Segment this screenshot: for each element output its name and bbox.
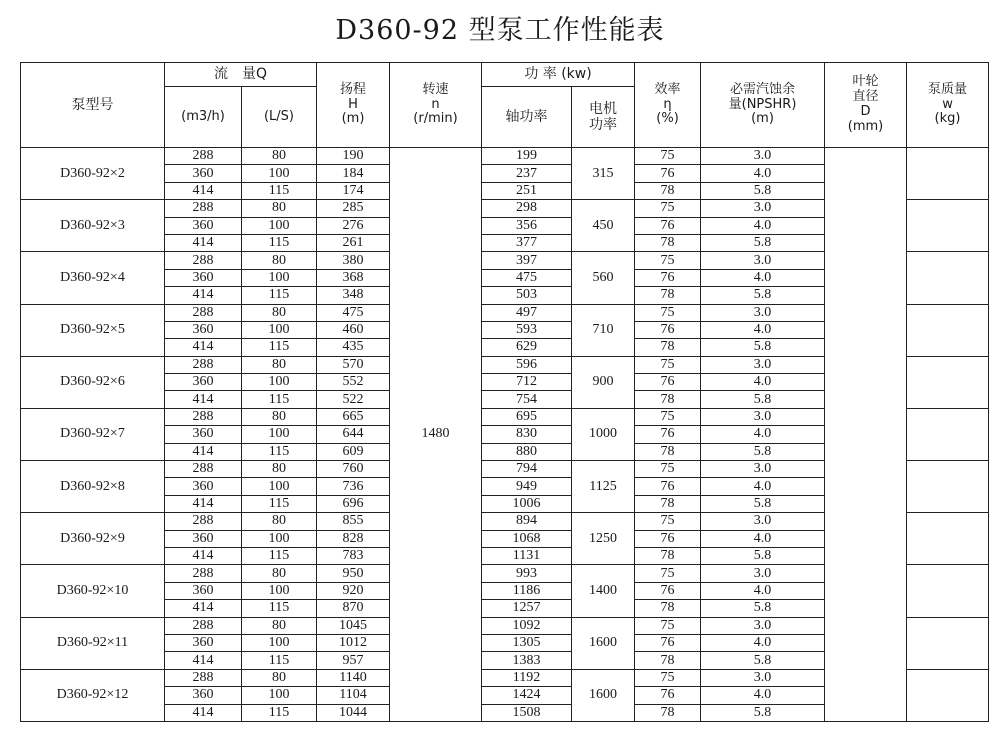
- efficiency-cell: 78: [635, 443, 701, 460]
- shaft-power-cell: 596: [482, 356, 572, 373]
- header-mass: [907, 63, 989, 148]
- header-speed: [390, 63, 482, 148]
- efficiency-cell: 76: [635, 217, 701, 234]
- efficiency-cell: 78: [635, 704, 701, 721]
- npshr-cell: 3.0: [701, 461, 825, 478]
- flow-ls-cell: 115: [242, 339, 317, 356]
- head-cell: 435: [317, 339, 390, 356]
- shaft-power-cell: 237: [482, 165, 572, 182]
- flow-m3h-cell: 288: [165, 565, 242, 582]
- flow-m3h-cell: 360: [165, 269, 242, 286]
- flow-ls-cell: 80: [242, 252, 317, 269]
- header-flow-ls: (L/S): [242, 87, 317, 148]
- flow-m3h-cell: 360: [165, 634, 242, 651]
- flow-ls-cell: 115: [242, 182, 317, 199]
- flow-m3h-cell: 414: [165, 704, 242, 721]
- head-cell: 285: [317, 200, 390, 217]
- flow-m3h-cell: 360: [165, 165, 242, 182]
- head-cell: 783: [317, 547, 390, 564]
- npshr-cell: 3.0: [701, 513, 825, 530]
- header-npshr-line: 必需汽蚀余: [730, 81, 796, 97]
- efficiency-cell: 76: [635, 478, 701, 495]
- flow-m3h-cell: 288: [165, 461, 242, 478]
- header-impeller: [825, 63, 907, 148]
- flow-ls-cell: 100: [242, 634, 317, 651]
- head-cell: 920: [317, 582, 390, 599]
- npshr-cell: 4.0: [701, 426, 825, 443]
- header-efficiency-line: η: [663, 96, 672, 112]
- efficiency-cell: 76: [635, 321, 701, 338]
- shaft-power-cell: 356: [482, 217, 572, 234]
- efficiency-cell: 75: [635, 304, 701, 321]
- header-npshr-line: (m): [751, 111, 774, 127]
- flow-ls-cell: 115: [242, 652, 317, 669]
- efficiency-cell: 75: [635, 565, 701, 582]
- shaft-power-cell: 503: [482, 287, 572, 304]
- motor-power-cell: 1600: [572, 669, 635, 721]
- head-cell: 1104: [317, 687, 390, 704]
- pump-model-cell: D360-92×3: [21, 200, 165, 252]
- shaft-power-cell: 397: [482, 252, 572, 269]
- shaft-power-cell: 949: [482, 478, 572, 495]
- flow-ls-cell: 100: [242, 426, 317, 443]
- head-cell: 855: [317, 513, 390, 530]
- head-cell: 950: [317, 565, 390, 582]
- flow-m3h-cell: 414: [165, 339, 242, 356]
- header-mass-line: 泵质量: [928, 81, 968, 97]
- shaft-power-cell: 377: [482, 234, 572, 251]
- efficiency-cell: 75: [635, 461, 701, 478]
- flow-ls-cell: 100: [242, 687, 317, 704]
- flow-ls-cell: 80: [242, 356, 317, 373]
- page-title: D360-92 型泵工作性能表: [335, 15, 665, 46]
- table-body: [21, 148, 989, 722]
- head-cell: 870: [317, 600, 390, 617]
- head-cell: 665: [317, 408, 390, 425]
- shaft-power-cell: 794: [482, 461, 572, 478]
- npshr-cell: 3.0: [701, 304, 825, 321]
- head-cell: 1140: [317, 669, 390, 686]
- head-cell: 184: [317, 165, 390, 182]
- motor-power-cell: 900: [572, 356, 635, 408]
- header-model: 泵型号: [21, 63, 165, 148]
- pump-model-cell: D360-92×5: [21, 304, 165, 356]
- header-speed-line: (r/min): [413, 111, 458, 127]
- shaft-power-cell: 497: [482, 304, 572, 321]
- pump-model-cell: D360-92×6: [21, 356, 165, 408]
- npshr-cell: 5.8: [701, 391, 825, 408]
- head-cell: 696: [317, 495, 390, 512]
- shaft-power-cell: 1131: [482, 547, 572, 564]
- pump-mass-cell: [907, 148, 989, 200]
- head-cell: 261: [317, 234, 390, 251]
- efficiency-cell: 75: [635, 513, 701, 530]
- flow-ls-cell: 115: [242, 287, 317, 304]
- flow-ls-cell: 80: [242, 669, 317, 686]
- efficiency-cell: 78: [635, 287, 701, 304]
- flow-ls-cell: 115: [242, 495, 317, 512]
- flow-ls-cell: 80: [242, 617, 317, 634]
- header-flow-m3h: (m3/h): [165, 87, 242, 148]
- header-efficiency-line: 效率: [654, 81, 681, 97]
- motor-power-cell: 1125: [572, 461, 635, 513]
- efficiency-cell: 76: [635, 530, 701, 547]
- header-impeller-line: 叶轮: [852, 74, 879, 90]
- shaft-power-cell: 880: [482, 443, 572, 460]
- pump-mass-cell: [907, 304, 989, 356]
- pump-model-cell: D360-92×4: [21, 252, 165, 304]
- shaft-power-cell: 475: [482, 269, 572, 286]
- efficiency-cell: 76: [635, 582, 701, 599]
- npshr-cell: 5.8: [701, 339, 825, 356]
- shaft-power-cell: 298: [482, 200, 572, 217]
- shaft-power-cell: 1508: [482, 704, 572, 721]
- npshr-cell: 5.8: [701, 234, 825, 251]
- impeller-diameter-cell: [825, 148, 907, 722]
- head-cell: 828: [317, 530, 390, 547]
- header-efficiency: [635, 63, 701, 148]
- flow-ls-cell: 100: [242, 374, 317, 391]
- flow-m3h-cell: 414: [165, 287, 242, 304]
- pump-mass-cell: [907, 252, 989, 304]
- flow-m3h-cell: 360: [165, 582, 242, 599]
- npshr-cell: 3.0: [701, 408, 825, 425]
- npshr-cell: 5.8: [701, 287, 825, 304]
- flow-m3h-cell: 360: [165, 374, 242, 391]
- shaft-power-cell: 894: [482, 513, 572, 530]
- flow-ls-cell: 80: [242, 461, 317, 478]
- head-cell: 1045: [317, 617, 390, 634]
- efficiency-cell: 76: [635, 165, 701, 182]
- header-npshr: [701, 63, 825, 148]
- head-cell: 1012: [317, 634, 390, 651]
- head-cell: 174: [317, 182, 390, 199]
- flow-ls-cell: 100: [242, 217, 317, 234]
- efficiency-cell: 78: [635, 339, 701, 356]
- header-head-line: H: [348, 96, 358, 112]
- shaft-power-cell: 712: [482, 374, 572, 391]
- motor-power-cell: 710: [572, 304, 635, 356]
- pump-model-cell: D360-92×9: [21, 513, 165, 565]
- flow-m3h-cell: 288: [165, 356, 242, 373]
- efficiency-cell: 78: [635, 182, 701, 199]
- header-mass-line: w: [942, 96, 953, 112]
- shaft-power-cell: 1006: [482, 495, 572, 512]
- flow-ls-cell: 115: [242, 547, 317, 564]
- header-head-line: (m): [341, 111, 365, 127]
- head-cell: 736: [317, 478, 390, 495]
- motor-power-cell: 560: [572, 252, 635, 304]
- flow-m3h-cell: 414: [165, 547, 242, 564]
- pump-mass-cell: [907, 356, 989, 408]
- motor-power-cell: 315: [572, 148, 635, 200]
- head-cell: 522: [317, 391, 390, 408]
- efficiency-cell: 75: [635, 408, 701, 425]
- npshr-cell: 4.0: [701, 582, 825, 599]
- flow-ls-cell: 80: [242, 200, 317, 217]
- efficiency-cell: 76: [635, 687, 701, 704]
- flow-ls-cell: 115: [242, 234, 317, 251]
- motor-power-cell: 1250: [572, 513, 635, 565]
- npshr-cell: 4.0: [701, 217, 825, 234]
- motor-power-cell: 450: [572, 200, 635, 252]
- flow-m3h-cell: 360: [165, 687, 242, 704]
- efficiency-cell: 75: [635, 200, 701, 217]
- head-cell: 609: [317, 443, 390, 460]
- npshr-cell: 3.0: [701, 252, 825, 269]
- flow-m3h-cell: 360: [165, 321, 242, 338]
- header-efficiency-line: (%): [656, 111, 679, 127]
- header-npshr-line: 量(NPSHR): [728, 96, 797, 112]
- efficiency-cell: 75: [635, 252, 701, 269]
- flow-ls-cell: 115: [242, 704, 317, 721]
- efficiency-cell: 75: [635, 669, 701, 686]
- header-mass-line: (kg): [934, 111, 961, 127]
- header-power: 功 率 (kw): [482, 63, 635, 87]
- shaft-power-cell: 1383: [482, 652, 572, 669]
- flow-ls-cell: 115: [242, 443, 317, 460]
- flow-ls-cell: 80: [242, 408, 317, 425]
- pump-mass-cell: [907, 408, 989, 460]
- efficiency-cell: 78: [635, 652, 701, 669]
- efficiency-cell: 76: [635, 374, 701, 391]
- flow-m3h-cell: 360: [165, 217, 242, 234]
- head-cell: 1044: [317, 704, 390, 721]
- header-head-line: 扬程: [339, 81, 366, 97]
- header-impeller-line: (mm): [847, 118, 884, 134]
- flow-m3h-cell: 360: [165, 426, 242, 443]
- shaft-power-cell: 1305: [482, 634, 572, 651]
- flow-m3h-cell: 288: [165, 408, 242, 425]
- flow-m3h-cell: 288: [165, 252, 242, 269]
- head-cell: 380: [317, 252, 390, 269]
- pump-model-cell: D360-92×8: [21, 461, 165, 513]
- npshr-cell: 5.8: [701, 600, 825, 617]
- header-motor-power-line: 电机: [589, 100, 617, 117]
- header-shaft-power: 轴功率: [482, 87, 572, 148]
- head-cell: 552: [317, 374, 390, 391]
- npshr-cell: 3.0: [701, 200, 825, 217]
- pump-mass-cell: [907, 461, 989, 513]
- head-cell: 570: [317, 356, 390, 373]
- efficiency-cell: 76: [635, 269, 701, 286]
- efficiency-cell: 76: [635, 634, 701, 651]
- npshr-cell: 5.8: [701, 443, 825, 460]
- efficiency-cell: 78: [635, 547, 701, 564]
- head-cell: 460: [317, 321, 390, 338]
- flow-m3h-cell: 414: [165, 495, 242, 512]
- header-impeller-line: D: [860, 104, 871, 119]
- shaft-power-cell: 1092: [482, 617, 572, 634]
- flow-m3h-cell: 288: [165, 617, 242, 634]
- motor-power-cell: 1400: [572, 565, 635, 617]
- flow-m3h-cell: 360: [165, 530, 242, 547]
- head-cell: 276: [317, 217, 390, 234]
- flow-ls-cell: 80: [242, 565, 317, 582]
- npshr-cell: 5.8: [701, 652, 825, 669]
- flow-ls-cell: 100: [242, 478, 317, 495]
- header-speed-line: n: [431, 96, 440, 112]
- npshr-cell: 5.8: [701, 704, 825, 721]
- flow-ls-cell: 115: [242, 600, 317, 617]
- header-motor-power: [572, 87, 635, 148]
- npshr-cell: 4.0: [701, 374, 825, 391]
- efficiency-cell: 75: [635, 356, 701, 373]
- shaft-power-cell: 251: [482, 182, 572, 199]
- efficiency-cell: 75: [635, 617, 701, 634]
- pump-mass-cell: [907, 669, 989, 721]
- npshr-cell: 4.0: [701, 165, 825, 182]
- pump-mass-cell: [907, 617, 989, 669]
- npshr-cell: 3.0: [701, 617, 825, 634]
- shaft-power-cell: 1424: [482, 687, 572, 704]
- pump-model-cell: D360-92×12: [21, 669, 165, 721]
- flow-ls-cell: 80: [242, 304, 317, 321]
- efficiency-cell: 78: [635, 600, 701, 617]
- flow-m3h-cell: 288: [165, 304, 242, 321]
- efficiency-cell: 75: [635, 148, 701, 165]
- flow-m3h-cell: 288: [165, 513, 242, 530]
- flow-ls-cell: 100: [242, 530, 317, 547]
- flow-m3h-cell: 414: [165, 391, 242, 408]
- flow-m3h-cell: 288: [165, 200, 242, 217]
- performance-table: [20, 62, 989, 722]
- npshr-cell: 3.0: [701, 148, 825, 165]
- pump-model-cell: D360-92×2: [21, 148, 165, 200]
- pump-model-cell: D360-92×11: [21, 617, 165, 669]
- flow-m3h-cell: 414: [165, 652, 242, 669]
- speed-cell: 1480: [390, 148, 482, 722]
- header-impeller-line: 直径: [852, 89, 879, 105]
- flow-ls-cell: 115: [242, 391, 317, 408]
- efficiency-cell: 78: [635, 391, 701, 408]
- npshr-cell: 4.0: [701, 634, 825, 651]
- head-cell: 475: [317, 304, 390, 321]
- header-head: [317, 63, 390, 148]
- npshr-cell: 4.0: [701, 478, 825, 495]
- head-cell: 368: [317, 269, 390, 286]
- pump-mass-cell: [907, 200, 989, 252]
- npshr-cell: 4.0: [701, 530, 825, 547]
- pump-model-cell: D360-92×7: [21, 408, 165, 460]
- npshr-cell: 4.0: [701, 269, 825, 286]
- header-speed-line: 转速: [422, 81, 449, 97]
- efficiency-cell: 78: [635, 234, 701, 251]
- flow-m3h-cell: 414: [165, 443, 242, 460]
- flow-ls-cell: 100: [242, 321, 317, 338]
- shaft-power-cell: 1186: [482, 582, 572, 599]
- npshr-cell: 3.0: [701, 565, 825, 582]
- shaft-power-cell: 993: [482, 565, 572, 582]
- motor-power-cell: 1600: [572, 617, 635, 669]
- head-cell: 348: [317, 287, 390, 304]
- shaft-power-cell: 593: [482, 321, 572, 338]
- flow-m3h-cell: 288: [165, 669, 242, 686]
- header-flow: 流 量Q: [165, 63, 317, 87]
- flow-ls-cell: 80: [242, 148, 317, 165]
- head-cell: 760: [317, 461, 390, 478]
- flow-m3h-cell: 414: [165, 234, 242, 251]
- npshr-cell: 5.8: [701, 547, 825, 564]
- shaft-power-cell: 695: [482, 408, 572, 425]
- flow-ls-cell: 100: [242, 582, 317, 599]
- flow-m3h-cell: 414: [165, 182, 242, 199]
- head-cell: 644: [317, 426, 390, 443]
- shaft-power-cell: 1257: [482, 600, 572, 617]
- head-cell: 190: [317, 148, 390, 165]
- npshr-cell: 4.0: [701, 321, 825, 338]
- npshr-cell: 3.0: [701, 669, 825, 686]
- shaft-power-cell: 754: [482, 391, 572, 408]
- flow-ls-cell: 100: [242, 269, 317, 286]
- table-row: [21, 148, 989, 165]
- header-motor-power-line: 功率: [589, 117, 617, 133]
- pump-mass-cell: [907, 513, 989, 565]
- efficiency-cell: 78: [635, 495, 701, 512]
- head-cell: 957: [317, 652, 390, 669]
- shaft-power-cell: 199: [482, 148, 572, 165]
- flow-m3h-cell: 360: [165, 478, 242, 495]
- npshr-cell: 5.8: [701, 182, 825, 199]
- flow-ls-cell: 80: [242, 513, 317, 530]
- shaft-power-cell: 1192: [482, 669, 572, 686]
- flow-ls-cell: 100: [242, 165, 317, 182]
- npshr-cell: 4.0: [701, 687, 825, 704]
- pump-mass-cell: [907, 565, 989, 617]
- flow-m3h-cell: 288: [165, 148, 242, 165]
- efficiency-cell: 76: [635, 426, 701, 443]
- flow-m3h-cell: 414: [165, 600, 242, 617]
- shaft-power-cell: 629: [482, 339, 572, 356]
- npshr-cell: 5.8: [701, 495, 825, 512]
- shaft-power-cell: 1068: [482, 530, 572, 547]
- shaft-power-cell: 830: [482, 426, 572, 443]
- npshr-cell: 3.0: [701, 356, 825, 373]
- pump-model-cell: D360-92×10: [21, 565, 165, 617]
- motor-power-cell: 1000: [572, 408, 635, 460]
